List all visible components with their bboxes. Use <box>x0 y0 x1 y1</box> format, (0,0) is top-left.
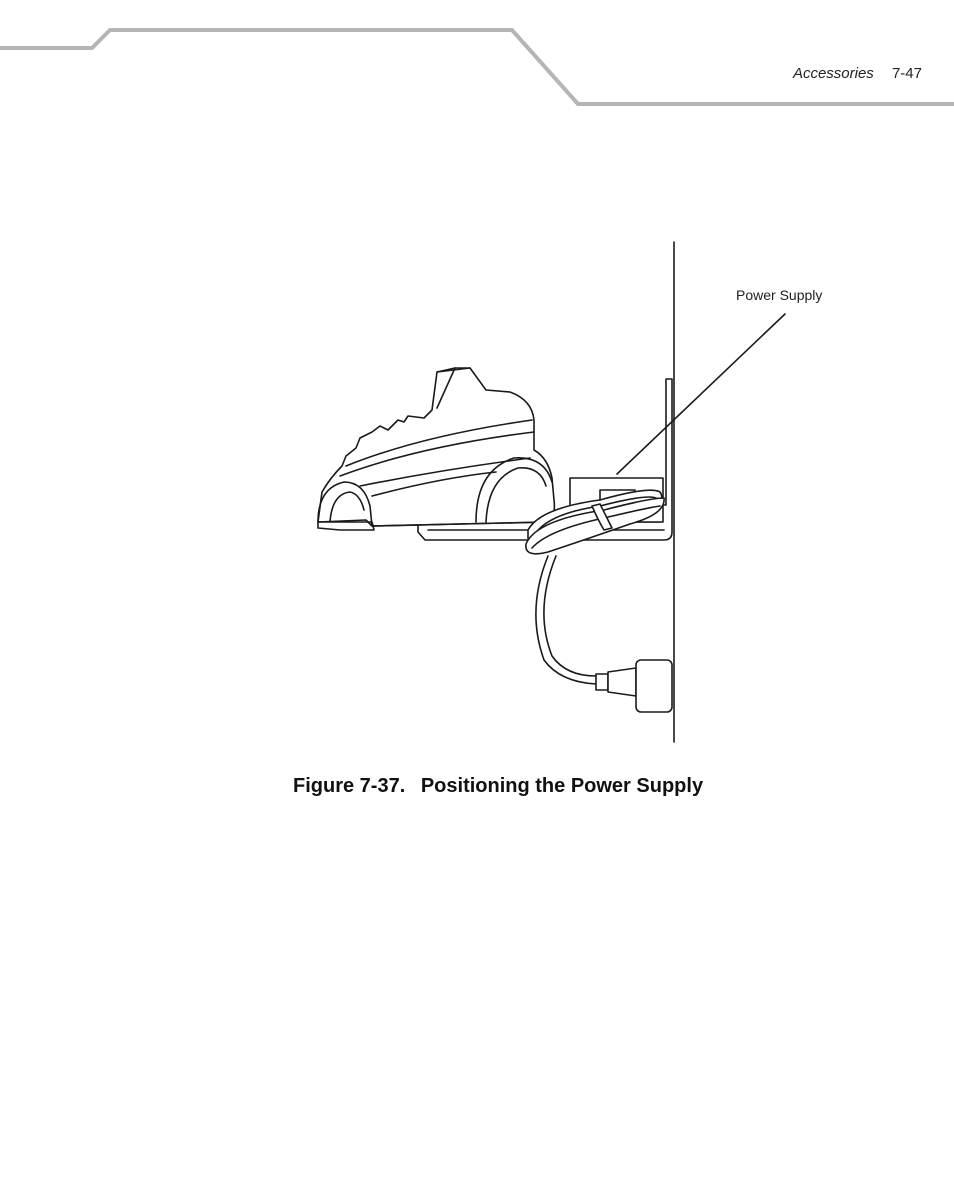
callout-leader <box>617 314 785 474</box>
section-title: Accessories <box>792 65 874 82</box>
power-cord <box>536 556 596 684</box>
figure-number: Figure 7-37. <box>293 775 406 797</box>
figure-title: Positioning the Power Supply <box>420 775 704 797</box>
wall-plug <box>596 660 672 712</box>
page-number: 7-47 <box>891 65 922 82</box>
cradle-wall-mount-illustration <box>300 240 860 745</box>
cradle-body <box>318 368 554 526</box>
header-rule <box>0 0 954 120</box>
running-head <box>793 65 922 82</box>
power-supply-callout: Power Supply <box>736 287 823 303</box>
figure-caption <box>293 775 703 798</box>
